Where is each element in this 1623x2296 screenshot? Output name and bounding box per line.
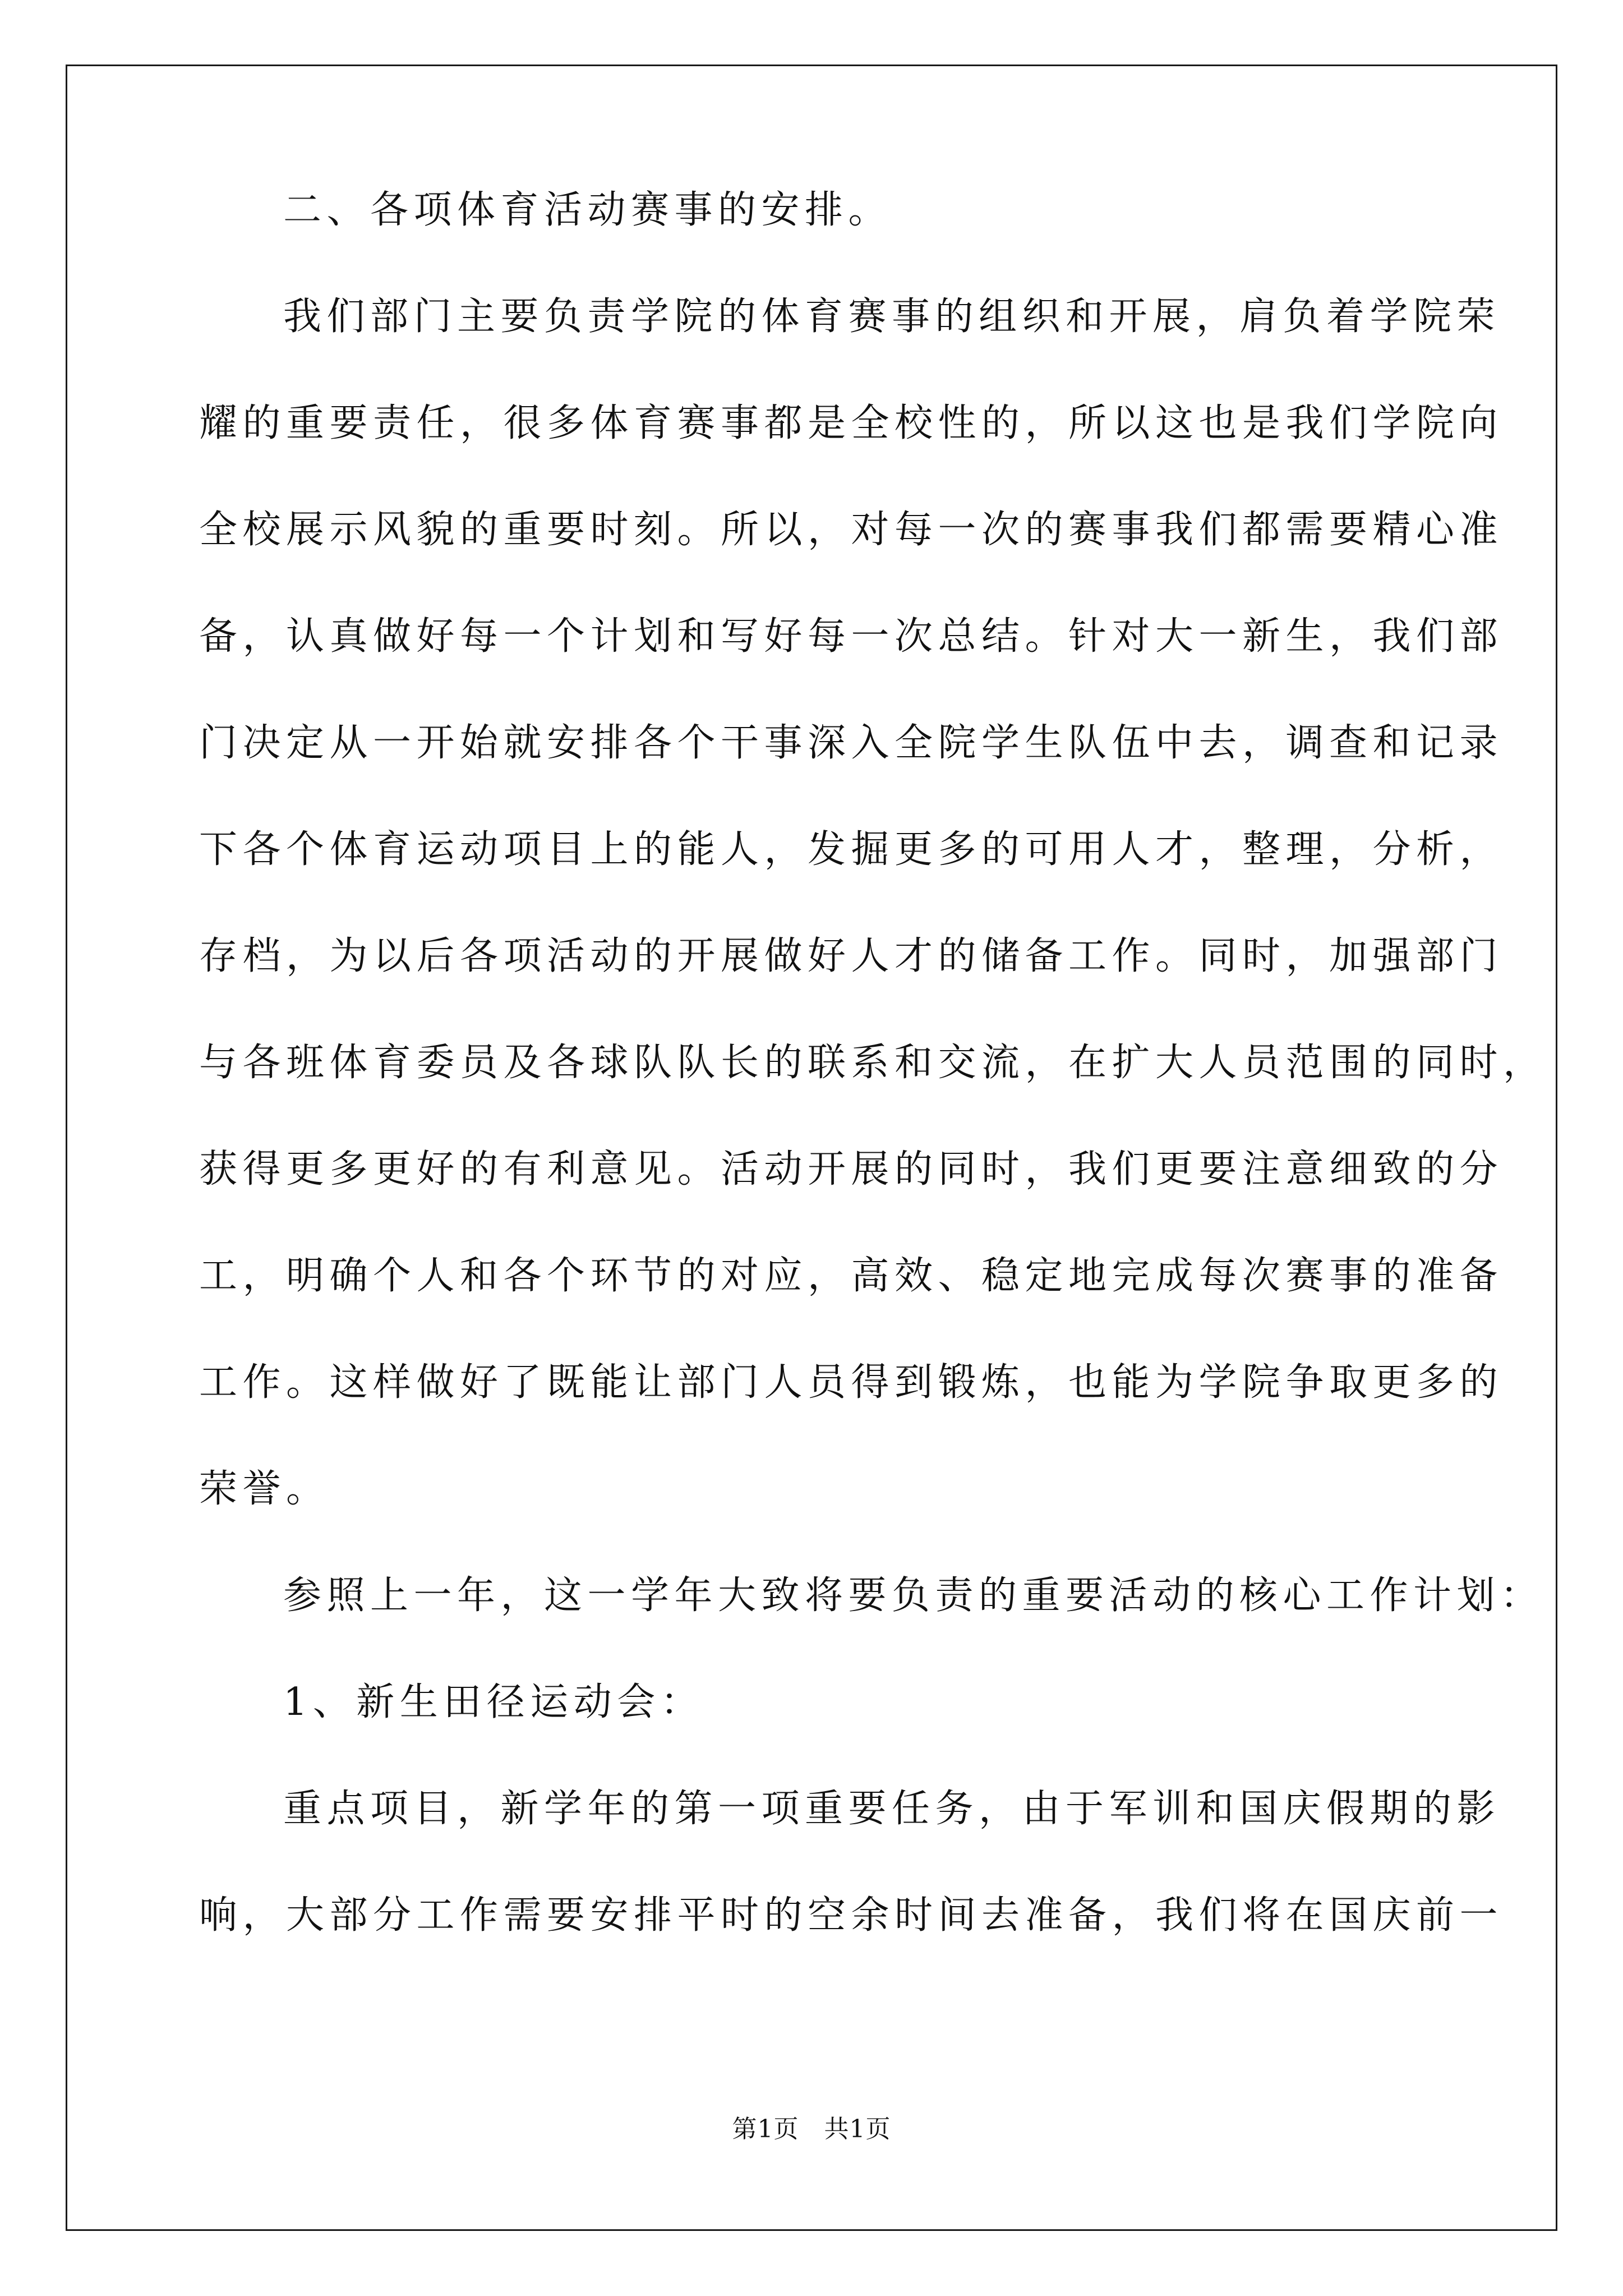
list-item-heading: 1、新生田径运动会： bbox=[283, 1680, 704, 1724]
paragraph-line: 我们部门主要负责学院的体育赛事的组织和开展，肩负着学院荣 bbox=[283, 295, 1501, 339]
paragraph-line: 下各个体育运动项目上的能人，发掘更多的可用人才，整理，分析， bbox=[199, 827, 1504, 872]
paragraph-line: 备，认真做好每一个计划和写好每一次总结。针对大一新生，我们部 bbox=[199, 614, 1504, 659]
paragraph-line: 耀的重要责任，很多体育赛事都是全校性的，所以这也是我们学院向 bbox=[199, 401, 1504, 445]
section-heading: 二、各项体育活动赛事的安排。 bbox=[283, 188, 892, 232]
paragraph-line: 存档，为以后各项活动的开展做好人才的储备工作。同时，加强部门 bbox=[199, 934, 1504, 978]
page-total: 共1页 bbox=[824, 2115, 891, 2143]
paragraph-line: 荣誉。 bbox=[199, 1467, 330, 1511]
paragraph-line: 响，大部分工作需要安排平时的空余时间去准备，我们将在国庆前一 bbox=[199, 1893, 1504, 1938]
paragraph-line: 全校展示风貌的重要时刻。所以，对每一次的赛事我们都需要精心准 bbox=[199, 508, 1504, 552]
page-footer bbox=[0, 2114, 1623, 2145]
paragraph-line: 门决定从一开始就安排各个干事深入全院学生队伍中去，调查和记录 bbox=[199, 721, 1504, 765]
paragraph-line: 重点项目，新学年的第一项重要任务，由于军训和国庆假期的影 bbox=[283, 1787, 1501, 1831]
page-number: 第1页 bbox=[732, 2115, 799, 2143]
paragraph-line: 获得更多更好的有利意见。活动开展的同时，我们更要注意细致的分 bbox=[199, 1147, 1504, 1191]
paragraph-line: 与各班体育委员及各球队队长的联系和交流，在扩大人员范围的同时， bbox=[199, 1041, 1547, 1085]
paragraph-line: 工作。这样做好了既能让部门人员得到锻炼，也能为学院争取更多的 bbox=[199, 1360, 1504, 1405]
paragraph-line: 工，明确个人和各个环节的对应，高效、稳定地完成每次赛事的准备 bbox=[199, 1254, 1504, 1298]
paragraph-line: 参照上一年，这一学年大致将要负责的重要活动的核心工作计划： bbox=[283, 1573, 1544, 1618]
